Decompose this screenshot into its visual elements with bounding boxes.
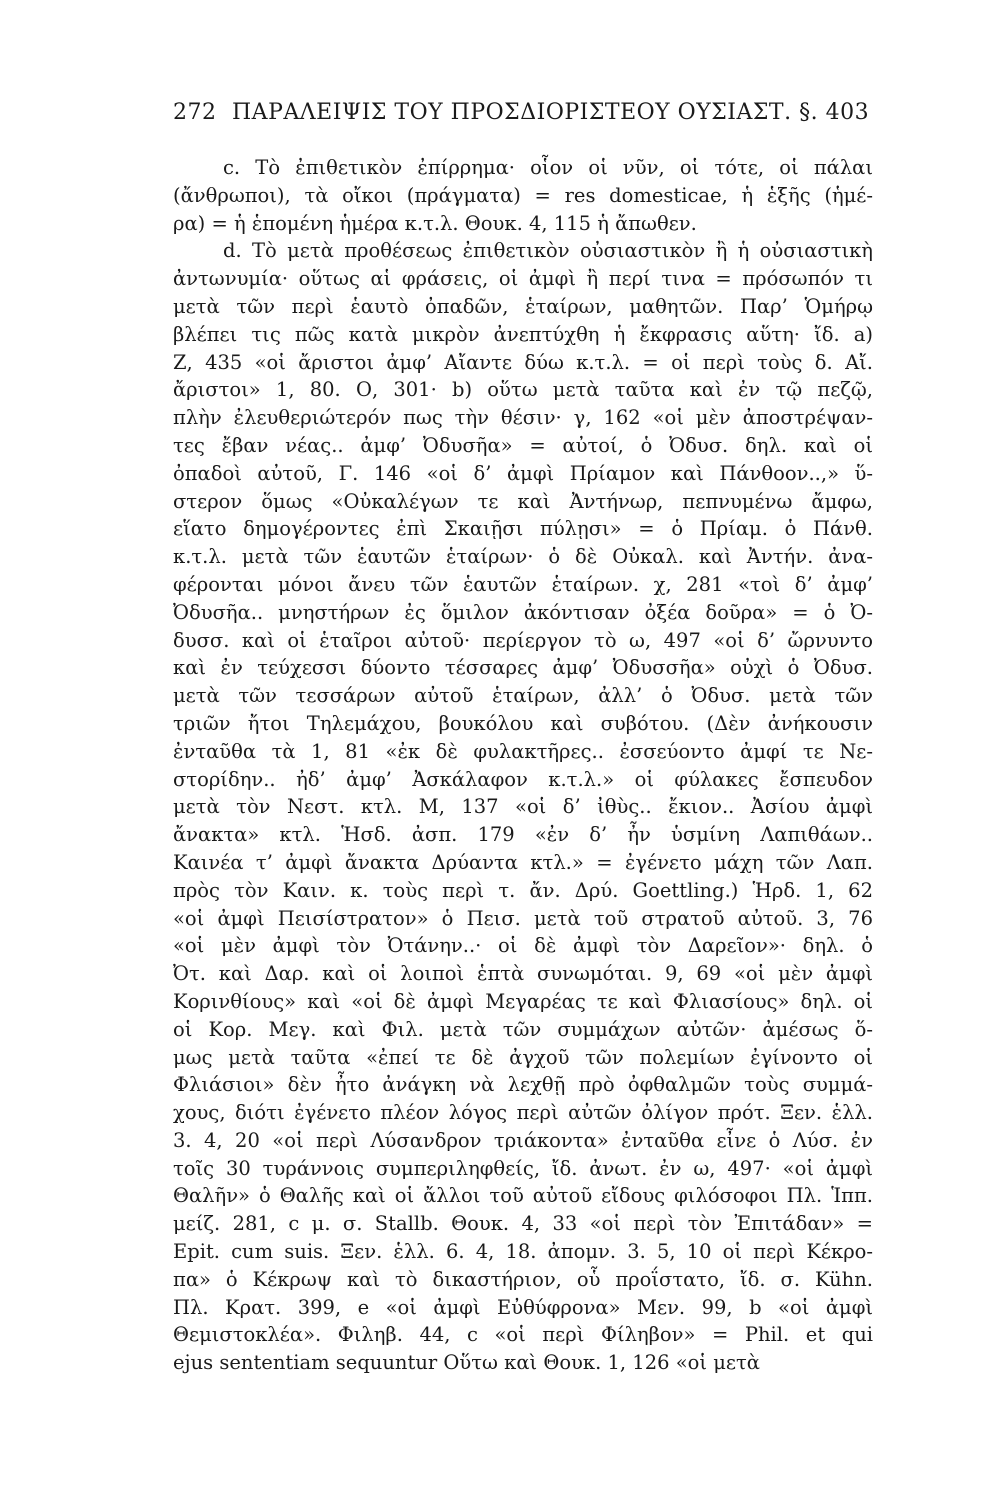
text-line: τοῖς 30 τυράννοις συμπεριληφθείς, ἴδ. ἀνωτ. ἐν ω, 497· «οἱ ἀμφὶ xyxy=(173,1156,873,1180)
text-line: 3. 4, 20 «οἱ περὶ Λύσανδρον τριάκοντα» ἐνταῦθα εἶνε ὁ Λύσ. ἐν xyxy=(173,1128,873,1152)
text-line: πα» ὁ Κέκρωψ καὶ τὸ δικαστήριον, οὗ προΐστατο, ἴδ. σ. Kühn. xyxy=(173,1267,873,1291)
text-line: τες ἔβαν νέας.. ἀμφ’ Ὀδυσῆα» = αὐτοί, ὁ Ὀδυσ. δηλ. καὶ οἱ xyxy=(173,433,873,457)
running-header xyxy=(173,100,873,136)
text-line: χους, διότι ἐγένετο πλέον λόγος περὶ αὐτῶν ὀλίγον πρότ. Ξεν. ἑλλ. xyxy=(173,1101,873,1125)
running-title: ΠΑΡΑΛΕΙΨΙΣ ΤΟΥ ΠΡΟΣΔΙΟΡΙΣΤΕΟΥ ΟΥΣΙΑΣΤ. §. 403 xyxy=(232,100,870,125)
text-line: μως μετὰ ταῦτα «ἐπεί τε δὲ ἀγχοῦ τῶν πολεμίων ἐγίνοντο οἱ xyxy=(173,1045,873,1069)
text-line: στορίδην.. ἠδ’ ἀμφ’ Ἀσκάλαφον κ.τ.λ.» οἱ φύλακες ἔσπευδον xyxy=(173,767,873,791)
text-line: μετὰ τῶν περὶ ἑαυτὸ ὀπαδῶν, ἑταίρων, μαθητῶν. Παρ’ Ὁμήρῳ xyxy=(173,294,873,318)
text-line: πρὸς τὸν Καιν. κ. τοὺς περὶ τ. ἄν. Δρύ. Goettling.) Ἡρδ. 1, 62 xyxy=(173,878,873,902)
text-line: βλέπει τις πῶς κατὰ μικρὸν ἀνεπτύχθη ἡ ἔκφρασις αὕτη· ἴδ. a) xyxy=(173,322,873,346)
text-line: μετὰ τὸν Νεστ. κτλ. Μ, 137 «οἱ δ’ ἰθὺς.. ἔκιον.. Ἀσίου ἀμφὶ xyxy=(173,795,873,819)
text-line: ἄνακτα» κτλ. Ἡσδ. ἀσπ. 179 «ἐν δ’ ἦν ὑσμίνη Λαπιθάων.. xyxy=(173,823,873,847)
text-line: Ζ, 435 «οἱ ἄριστοι ἀμφ’ Αἴαντε δύω κ.τ.λ. = οἱ περὶ τοὺς δ. Αἴ. xyxy=(173,350,873,374)
text-line: δυσσ. καὶ οἱ ἑταῖροι αὐτοῦ· περίεργον τὸ ω, 497 «οἱ δ’ ὤρνυντο xyxy=(173,628,873,652)
text-line: Ὀδυσῆα.. μνηστήρων ἐς ὅμιλον ἀκόντισαν ὀξέα δοῦρα» = ὁ Ὀ- xyxy=(173,600,873,624)
text-line: ἐνταῦθα τὰ 1, 81 «ἐκ δὲ φυλακτῆρες.. ἐσσεύοντο ἀμφί τε Νε- xyxy=(173,739,873,763)
text-line: d. Τὸ μετὰ προθέσεως ἐπιθετικὸν οὐσιαστικὸν ἢ ἡ οὐσιαστικὴ xyxy=(223,239,873,263)
text-line: οἱ Κορ. Μεγ. καὶ Φιλ. μετὰ τῶν συμμάχων αὐτῶν· ἀμέσως ὅ- xyxy=(173,1017,873,1041)
text-line: ἄριστοι» 1, 80. Ο, 301· b) οὕτω μετὰ ταῦτα καὶ ἐν τῷ πεζῷ, xyxy=(173,378,873,402)
text-line: Κορινθίους» καὶ «οἱ δὲ ἀμφὶ Μεγαρέας τε καὶ Φλιασίους» δηλ. οἱ xyxy=(173,989,873,1013)
text-line: εἵατο δημογέροντες ἐπὶ Σκαιῇσι πύλῃσι» = ὁ Πρίαμ. ὁ Πάνθ. xyxy=(173,517,873,541)
text-body xyxy=(173,154,873,1377)
text-line: Καινέα τ’ ἀμφὶ ἄνακτα Δρύαντα κτλ.» = ἐγένετο μάχη τῶν Λαπ. xyxy=(173,850,873,874)
text-line: c. Τὸ ἐπιθετικὸν ἐπίρρημα· οἷον οἱ νῦν, οἱ τότε, οἱ πάλαι xyxy=(223,156,873,179)
text-line: Epit. cum suis. Ξεν. ἑλλ. 6. 4, 18. ἀπομν. 3. 5, 10 οἱ περὶ Κέκρο- xyxy=(173,1240,873,1264)
text-line: Ὀτ. καὶ Δαρ. καὶ οἱ λοιποὶ ἑπτὰ συνωμόται. 9, 69 «οἱ μὲν ἀμφὶ xyxy=(173,962,873,986)
text-line: ejus sententiam sequuntur Οὕτω καὶ Θουκ. 1, 126 «οἱ μετὰ xyxy=(173,1351,760,1375)
text-line: «οἱ μὲν ἀμφὶ τὸν Ὀτάνην..· οἱ δὲ ἀμφὶ τὸν Δαρεῖον»· δηλ. ὁ xyxy=(173,934,873,958)
text-line: (ἄνθρωποι), τὰ οἴκοι (πράγματα) = res domesticae, ἡ ἑξῆς (ἡμέ- xyxy=(173,183,873,207)
text-line: «οἱ ἀμφὶ Πεισίστρατον» ὁ Πεισ. μετὰ τοῦ στρατοῦ αὐτοῦ. 3, 76 xyxy=(173,906,873,930)
text-line: ρα) = ἡ ἑπομένη ἡμέρα κ.τ.λ. Θουκ. 4, 115 ἡ ἄπωθεν. xyxy=(173,211,697,235)
text-line: Θεμιστοκλέα». Φιληβ. 44, c «οἱ περὶ Φίληβον» = Phil. et qui xyxy=(173,1323,873,1347)
text-line: ὀπαδοὶ αὐτοῦ, Γ. 146 «οἱ δ’ ἀμφὶ Πρίαμον καὶ Πάνθοον..,» ὕ- xyxy=(173,461,873,485)
page-number: 272 xyxy=(173,100,217,125)
text-line: Φλιάσιοι» δὲν ἦτο ἀνάγκη νὰ λεχθῇ πρὸ ὀφθαλμῶν τοὺς συμμά- xyxy=(173,1073,873,1097)
text-line: Θαλῆν» ὁ Θαλῆς καὶ οἱ ἄλλοι τοῦ αὐτοῦ εἴδους φιλόσοφοι Πλ. Ἱππ. xyxy=(173,1184,873,1208)
text-line: στερον ὅμως «Οὐκαλέγων τε καὶ Ἀντήνωρ, πεπνυμένω ἄμφω, xyxy=(173,489,873,513)
text-line: μείζ. 281, c μ. σ. Stallb. Θουκ. 4, 33 «οἱ περὶ τὸν Ἐπιτάδαν» = xyxy=(173,1212,873,1236)
text-line: μετὰ τῶν τεσσάρων αὐτοῦ ἑταίρων, ἀλλ’ ὁ Ὀδυσ. μετὰ τῶν xyxy=(173,684,873,708)
text-line: πλὴν ἐλευθεριώτερόν πως τὴν θέσιν· γ, 162 «οἱ μὲν ἀποστρέψαν- xyxy=(173,406,873,430)
text-line: Πλ. Κρατ. 399, e «οἱ ἀμφὶ Εὐθύφρονα» Μεν. 99, b «οἱ ἀμφὶ xyxy=(173,1295,873,1319)
text-line: κ.τ.λ. μετὰ τῶν ἑαυτῶν ἑταίρων· ὁ δὲ Οὐκαλ. καὶ Ἀντήν. ἀνα- xyxy=(173,545,873,569)
text-line: ἀντωνυμία· οὕτως αἱ φράσεις, οἱ ἀμφὶ ἢ περί τινα = πρόσωπόν τι xyxy=(173,267,873,291)
text-line: τριῶν ἤτοι Τηλεμάχου, βουκόλου καὶ συβότου. (Δὲν ἀνήκουσιν xyxy=(173,711,873,735)
text-line: καὶ ἐν τεύχεσσι δύοντο τέσσαρες ἀμφ’ Ὀδυσσῆα» οὐχὶ ὁ Ὀδυσ. xyxy=(173,656,873,680)
text-line: φέρονται μόνοι ἄνευ τῶν ἑαυτῶν ἑταίρων. χ, 281 «τοὶ δ’ ἀμφ’ xyxy=(173,572,873,596)
